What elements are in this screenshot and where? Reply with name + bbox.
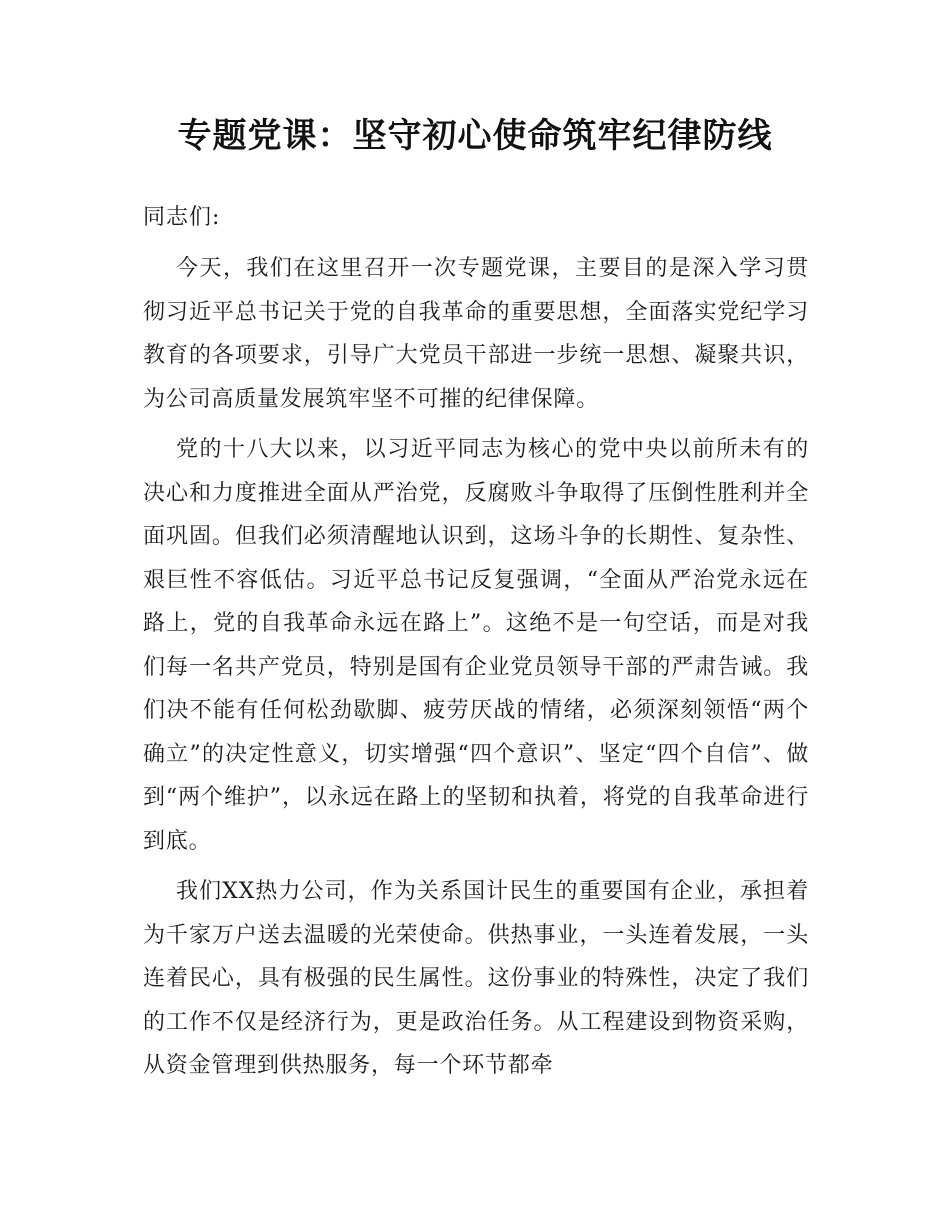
salutation: 同志们: [143,205,221,230]
paragraph-intro: 今天，我们在这里召开一次专题党课，主要目的是深入学习贯彻习近平总书记关于党的自我革命的重要思想，全面落实党纪学习教育的各项要求，引导广大党员干部进一步统一思想、凝聚共识，为公司高质量发展筑牢坚不可摧的纪律保障。 [143,256,809,412]
paragraph-company: 我们XX热力公司，作为关系国计民生的重要国有企业，承担着为千家万户送去温暖的光荣使命。供热事业，一头连着发展，一头连着民心，具有极强的民生属性。这份事业的特殊性，决定了我们的工作不仅是经济行为，更是政治任务。从工程建设到物资采购，从资金管理到供热服务，每一个环节都牵 [143,879,809,1078]
document-body [143,196,809,1095]
paragraph-self-revolution: 党的十八大以来，以习近平同志为核心的党中央以前所未有的决心和力度推进全面从严治党，反腐败斗争取得了压倒性胜利并全面巩固。但我们必须清醒地认识到，这场斗争的长期性、复杂性、艰巨性不容低估。习近平总书记反复强调，“全面从严治党永远在路上，党的自我革命永远在路上”。这绝不是一句空话，而是对我们每一名共产党员，特别是国有企业党员领导干部的严肃告诫。我们决不能有任何松劲歇脚、疲劳厌战的情绪，必须深刻领悟“两个确立”的决定性意义，切实增强“四个意识”、坚定“四个自信”、做到“两个维护”，以永远在路上的坚韧和执着，将党的自我革命进行到底。 [143,437,809,854]
document-title: 专题党课：坚守初心使命筑牢纪律防线 [177,116,773,156]
